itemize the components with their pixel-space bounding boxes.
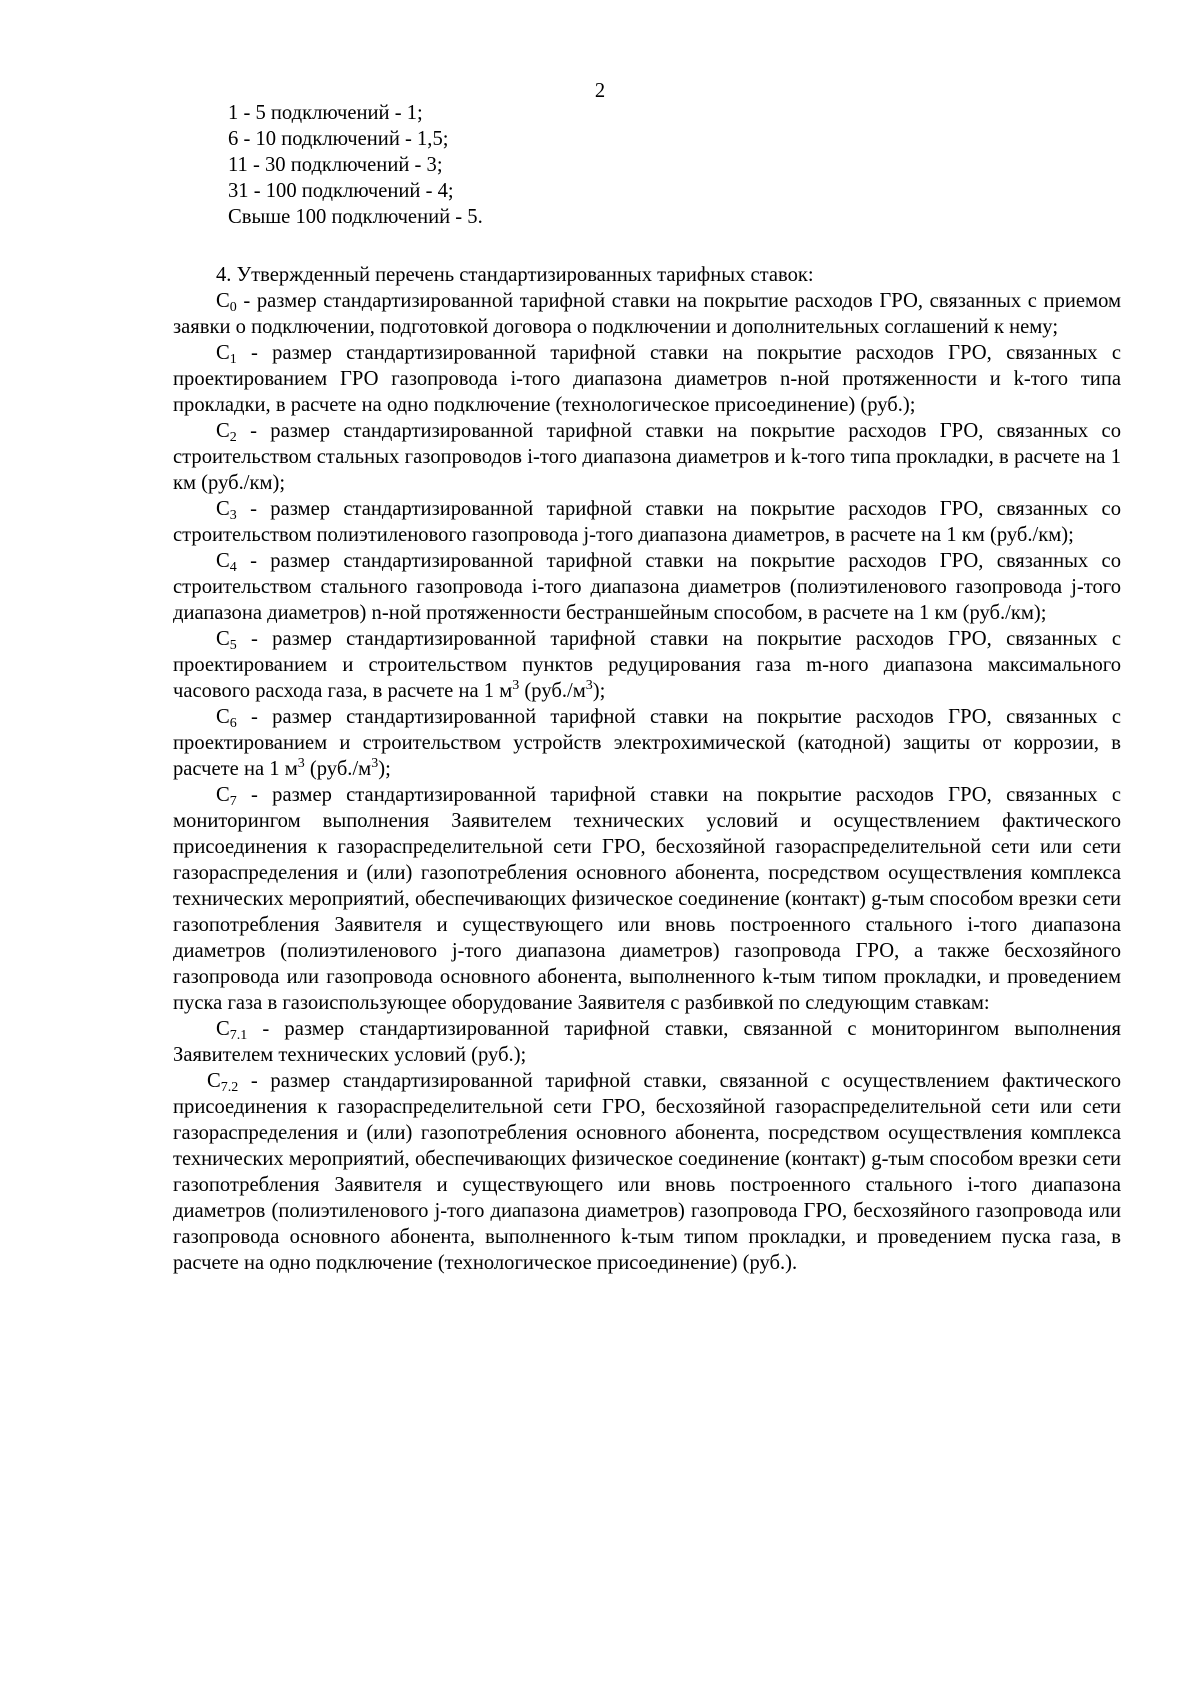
list-item: Свыше 100 подключений - 5.	[228, 206, 483, 228]
rate-c0-paragraph	[173, 288, 1121, 340]
rate-symbol: $С_1$	[216, 342, 237, 367]
rate-symbol: $С_0$	[216, 290, 237, 315]
rate-description: - размер стандартизированной тарифной ставки на покрытие расходов ГРО, связанных с проектированием и строительством пунктов редуцирования газа m-ного диапазона максимального часового расхода газа, в расчете на 1	[173, 628, 1121, 702]
rate-c7-paragraph	[173, 782, 1121, 1016]
connections-coefficient-list	[228, 100, 1028, 230]
list-item: 11 - 30 подключений - 3;	[228, 154, 443, 176]
rate-symbol: $С_{7.1}$	[216, 1018, 248, 1043]
list-item: 31 - 100 подключений - 4;	[228, 180, 454, 202]
rate-description: - размер стандартизированной тарифной ставки на покрытие расходов ГРО, связанных с приемом заявки о подключении, подготовкой договора о подключении и дополнительных соглашений к нему;	[173, 290, 1121, 338]
page-number: 2	[594, 80, 606, 102]
rate-c3-paragraph	[173, 496, 1121, 548]
rate-symbol: $С_3$	[216, 498, 237, 523]
rate-description: - размер стандартизированной тарифной ставки на покрытие расходов ГРО, связанных с проектированием ГРО газопровода i-того диапазона диаметров n-ной протяженности и k-того типа прокладки, в расчете на одно подключение (технологическое присоединение) (руб.);	[173, 342, 1121, 416]
rate-c5-paragraph: $С_5$ - размер стандартизированной тарифной ставки на покрытие расходов ГРО, связанных с проектированием и строительством пунктов редуцирования газа m-ного диапазона максимального часового расхода газа, в расчете на 1 $м^3$ $(руб./м^3)$;	[173, 628, 1121, 702]
list-item: 1 - 5 подключений - 1;	[228, 102, 423, 124]
rate-symbol: $С_4$	[216, 550, 237, 575]
rate-description: - размер стандартизированной тарифной ставки, связанной с осуществлением фактического присоединения к газораспределительной сети ГРО, бесхозяйной газораспределительной сети или сети газораспределения и (или) газопотребления основного абонента, посредством осуществления комплекса технических мероприятий, обеспечивающих физическое соединение (контакт) g-тым способом врезки сети газопотребления Заявителя и существующего или вновь построенного стального i-того диапазона диаметров (полиэтиленового j-того диапазона диаметров) газопровода ГРО, бесхозяйного газопровода или газопровода основного абонента, выполненного k-тым типом прокладки, и проведением пуска газа, в расчете на одно подключение (технологическое присоединение) (руб.).	[173, 1070, 1121, 1274]
rate-c2-paragraph	[173, 418, 1121, 496]
rate-c4-paragraph	[173, 548, 1121, 626]
rate-symbol: $С_{7.2}$	[207, 1070, 239, 1095]
rate-c7-2-paragraph	[173, 1068, 1121, 1276]
rate-description: - размер стандартизированной тарифной ставки на покрытие расходов ГРО, связанных со строительством стальных газопроводов i-того диапазона диаметров и k-того типа прокладки, в расчете на 1 км (руб./км);	[173, 420, 1121, 494]
rate-description: - размер стандартизированной тарифной ставки на покрытие расходов ГРО, связанных с проектированием и строительством устройств электрохимической (катодной) защиты от коррозии, в расчете на 1	[173, 706, 1121, 780]
section-heading: 4. Утвержденный перечень стандартизированных тарифных ставок:	[216, 264, 814, 286]
rate-symbol: $С_6$	[216, 706, 237, 731]
rate-description: - размер стандартизированной тарифной ставки на покрытие расходов ГРО, связанных со строительством стального газопровода i-того диапазона диаметров (полиэтиленового газопровода j-того диапазона диаметров) n-ной протяженности бестраншейным способом, в расчете на 1 км (руб./км);	[173, 550, 1121, 624]
rate-c1-paragraph	[173, 340, 1121, 418]
rates-section	[173, 262, 1121, 1276]
rate-symbol: $С_7$	[216, 784, 237, 809]
rate-description: - размер стандартизированной тарифной ставки на покрытие расходов ГРО, связанных с мониторингом выполнения Заявителем технических условий и осуществлением фактического присоединения к газораспределительной сети ГРО, бесхозяйной газораспределительной сети или сети газораспределения и (или) газопотребления основного абонента, посредством осуществления комплекса технических мероприятий, обеспечивающих физическое соединение (контакт) g-тым способом врезки сети газопотребления Заявителя и существующего или вновь построенного стального i-того диапазона диаметров (полиэтиленового j-того диапазона диаметров) газопровода ГРО, а также бесхозяйного газопровода или газопровода основного абонента, выполненного k-тым типом прокладки, и проведением пуска газа в газоиспользующее оборудование Заявителя с разбивкой по следующим ставкам:	[173, 784, 1121, 1014]
list-item: 6 - 10 подключений - 1,5;	[228, 128, 449, 150]
rate-symbol: $С_5$	[216, 628, 237, 653]
rate-description: - размер стандартизированной тарифной ставки, связанной с мониторингом выполнения Заявителем технических условий (руб.);	[173, 1018, 1121, 1066]
rate-c6-paragraph: $С_6$ - размер стандартизированной тарифной ставки на покрытие расходов ГРО, связанных с проектированием и строительством устройств электрохимической (катодной) защиты от коррозии, в расчете на 1 $м^3$ $(руб./м^3)$;	[173, 706, 1121, 780]
rate-c7-1-paragraph	[173, 1016, 1121, 1068]
rate-symbol: $С_2$	[216, 420, 237, 445]
rate-description: - размер стандартизированной тарифной ставки на покрытие расходов ГРО, связанных со строительством полиэтиленового газопровода j-того диапазона диаметров, в расчете на 1 км (руб./км);	[173, 498, 1121, 546]
